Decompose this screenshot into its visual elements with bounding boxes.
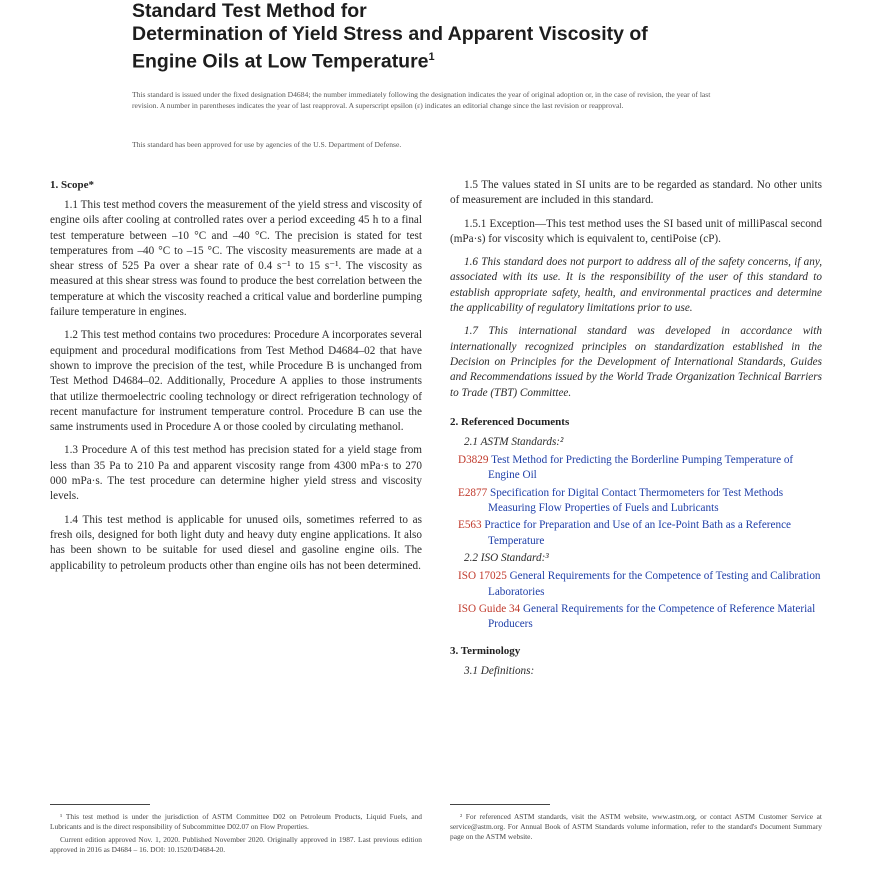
title-line-3-text: Engine Oils at Low Temperature: [132, 50, 429, 73]
reference-item[interactable]: [450, 486, 822, 517]
paragraph-1-3: 1.3 Procedure A of this test method has precision stated for a yield stage from less than 35 Pa to 210 Pa and apparent viscosity range from 4300 mPa·s to 270 000 mPa·s. The test procedure can determine higher yield stress and viscosity levels.: [50, 444, 422, 503]
designation-notice: This standard is issued under the fixed designation D4684; the number immediately following the designation indicates the year of original adoption or, in the case of revision, the year of last revision. A number in parentheses indicates the year of last reapproval. A superscript epsilon (ε) indicates an editorial change since the last revision or reapproval.: [132, 90, 711, 110]
document-title: [132, 0, 732, 74]
iso-standards-label: [464, 551, 822, 566]
reference-code[interactable]: E2877: [458, 486, 488, 499]
reference-item[interactable]: [450, 453, 822, 484]
footnote-1-edition: Current edition approved Nov. 1, 2020. Published November 2020. Originally approved in 1987. Last previous edition approved in 2016 as D4684 – 16. DOI: 10.1520/D4684-20.: [50, 835, 422, 854]
reference-item[interactable]: [450, 518, 822, 549]
definitions-label: [464, 664, 822, 679]
reference-title[interactable]: Specification for Digital Contact Thermometers for Test Methods Measuring Flow Properties of Fuels and Lubricants: [488, 486, 784, 515]
right-column: [450, 178, 822, 683]
footnote-divider-left: [50, 804, 150, 805]
reference-item[interactable]: [450, 569, 822, 600]
paragraph-1-7: 1.7 This international standard was developed in accordance with internationally recognized principles on standardization established in the Decision on Principles for the Development of International Standards, Guides and Recommendations issued by the World Trade Organization Technical Barriers to Trade (TBT) Committee.: [450, 325, 822, 399]
title-line-3: [132, 46, 732, 74]
paragraph-1-4: 1.4 This test method is applicable for unused oils, sometimes referred to as fresh oils, designed for both light duty and heavy duty engine applications. It also has been shown to be suitable for used diesel and gasoline engine oils. The applicability to petroleum products other than engine oils has not been determined.: [50, 513, 422, 572]
reference-title[interactable]: Practice for Preparation and Use of an Ice-Point Bath as a Reference Temperature: [484, 519, 792, 547]
definitions-text: 3.1 Definitions:: [464, 665, 535, 678]
right-footnotes: [450, 812, 822, 845]
astm-standards-label: [464, 435, 822, 450]
astm-standards-text: 2.1 ASTM Standards:²: [464, 435, 564, 448]
paragraph-1-5: 1.5 The values stated in SI units are to be regarded as standard. No other units of measurement are included in this standard.: [450, 179, 822, 207]
reference-item[interactable]: [450, 602, 822, 633]
reference-code[interactable]: E563: [458, 519, 482, 532]
reference-code[interactable]: D3829: [458, 454, 489, 467]
paragraph-1-2: 1.2 This test method contains two procedures: Procedure A incorporates several equipment and procedural modifications from Test Method D4684–02 that have shown to improve the precision of the test, while Procedure B is unchanged from Test Method D4684–02. Additionally, Procedure A applies to those instruments that utilize thermoelectric cooling technology or direct refrigeration technology of recent manufacture for instrument temperature control. Procedure B can use the same instruments used in Procedure A or those cooled by circulating methanol.: [50, 329, 422, 434]
reference-title[interactable]: Test Method for Predicting the Borderline Pumping Temperature of Engine Oil: [488, 454, 794, 482]
left-column: [50, 178, 422, 582]
title-line-2: Determination of Yield Stress and Apparent Viscosity of: [132, 23, 648, 45]
paragraph-1-1: 1.1 This test method covers the measurement of the yield stress and viscosity of engine oils after cooling at controlled rates over a period exceeding 45 h to a final test temperature between –10 °C and –40 °C. The precision is stated for test temperatures from –40 °C to –15 °C. The viscosity measurements are made at a shear stress of 525 Pa over a shear rate of 0.4 s⁻¹ to 15 s⁻¹. The viscosity as measured at this shear stress was found to produce the best correlation between the temperature at which the viscosity reached a critical value and borderline pumping failure temperature in engines.: [50, 199, 422, 319]
title-line-1: Standard Test Method for: [132, 0, 367, 22]
paragraph-1-6: 1.6 This standard does not purport to address all of the safety concerns, if any, associated with its use. It is the responsibility of the user of this standard to establish appropriate safety, health, and environmental practices and determine the applicability of regulatory limitations prior to use.: [450, 256, 822, 315]
reference-code[interactable]: ISO 17025: [458, 570, 507, 583]
title-footnote-mark: 1: [428, 51, 435, 63]
reference-title[interactable]: General Requirements for the Competence of Testing and Calibration Laboratories: [488, 570, 821, 598]
dod-notice: This standard has been approved for use by agencies of the U.S. Department of Defense.: [132, 140, 402, 149]
footnote-divider-right: [450, 804, 550, 805]
footnote-2: ² For referenced ASTM standards, visit the ASTM website, www.astm.org, or contact ASTM Customer Service at service@astm.org. For Annual Book of ASTM Standards volume information, refer to the standard's Document Summary page on the ASTM website.: [450, 812, 822, 841]
terminology-heading: 3. Terminology: [450, 645, 521, 658]
reference-code[interactable]: ISO Guide 34: [458, 602, 521, 615]
footnote-1: ¹ This test method is under the jurisdiction of ASTM Committee D02 on Petroleum Products, Liquid Fuels, and Lubricants and is the direct responsibility of Subcommittee D02.07 on Flow Properties.: [50, 812, 422, 831]
left-footnotes: [50, 812, 422, 858]
reference-title[interactable]: General Requirements for the Competence of Reference Material Producers: [488, 602, 816, 631]
scope-heading: 1. Scope*: [50, 179, 94, 191]
paragraph-1-5-1: 1.5.1 Exception—This test method uses the SI based unit of milliPascal second (mPa·s) for viscosity which is equivalent to, centiPoise (cP).: [450, 217, 822, 245]
iso-standards-text: 2.2 ISO Standard:³: [464, 551, 549, 564]
referenced-documents-heading: 2. Referenced Documents: [450, 415, 570, 428]
